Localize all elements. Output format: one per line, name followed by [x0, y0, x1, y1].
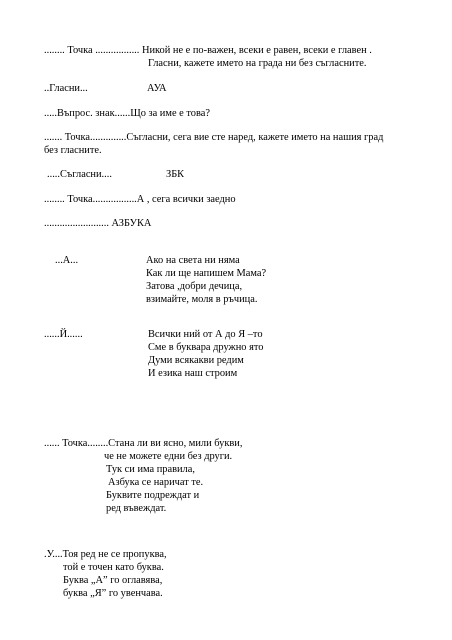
text-line-16: взимайте, моля в ръчица.	[146, 294, 258, 305]
text-line-15: Затова ,добри дечица,	[146, 281, 243, 292]
text-line-3: ..Гласни...	[44, 83, 88, 94]
text-line-12: ...А...	[55, 255, 79, 266]
text-line-17: ......Й......	[44, 329, 83, 340]
text-line-2: Гласни, кажете името на града ни без съгласните.	[148, 58, 367, 69]
text-line-7: без гласните.	[44, 145, 102, 156]
text-line-10: ........ Точка.................А , сега всички заедно	[44, 194, 236, 205]
text-line-6: ....... Точка..............Съгласни, сега вие сте наред, кажете името на нашия град	[44, 132, 384, 143]
text-line-29: той е точен като буква.	[63, 562, 164, 573]
text-line-28: .У....Тоя ред не се пропуква,	[44, 549, 167, 560]
text-line-18: Всички ний от А до Я –то	[148, 329, 263, 340]
text-line-14: Как ли ще напишем Мама?	[146, 268, 267, 279]
text-line-11: ......................... АЗБУКА	[44, 218, 152, 229]
text-line-19: Сме в буквара дружно ято	[148, 342, 264, 353]
text-line-20: Думи всякакви редим	[148, 355, 244, 366]
text-line-22: ...... Точка........Стана ли ви ясно, мили букви,	[44, 438, 243, 449]
text-line-13: Ако на света ни няма	[146, 255, 240, 266]
text-line-31: буква „Я” го увенчава.	[63, 588, 163, 599]
text-line-23: че не можете едни без други.	[104, 451, 233, 462]
text-line-26: Буквите подреждат и	[106, 490, 200, 501]
text-line-1: ........ Точка ................. Никой не е по-важен, всеки е равен, всеки е главен .	[44, 45, 372, 56]
text-line-4: АУА	[147, 83, 167, 94]
text-line-5: .....Въпрос. знак......Що за име е това?	[44, 108, 210, 119]
text-line-24: Тук си има правила,	[106, 464, 195, 475]
text-line-8: .....Съгласни....	[47, 169, 112, 180]
text-line-9: ЗБК	[166, 169, 185, 180]
text-line-30: Буква „А” го оглавява,	[63, 575, 163, 586]
text-line-25: Азбука се наричат те.	[108, 477, 204, 488]
text-line-21: И езика наш строим	[148, 368, 238, 379]
text-line-27: ред въвеждат.	[106, 503, 167, 514]
